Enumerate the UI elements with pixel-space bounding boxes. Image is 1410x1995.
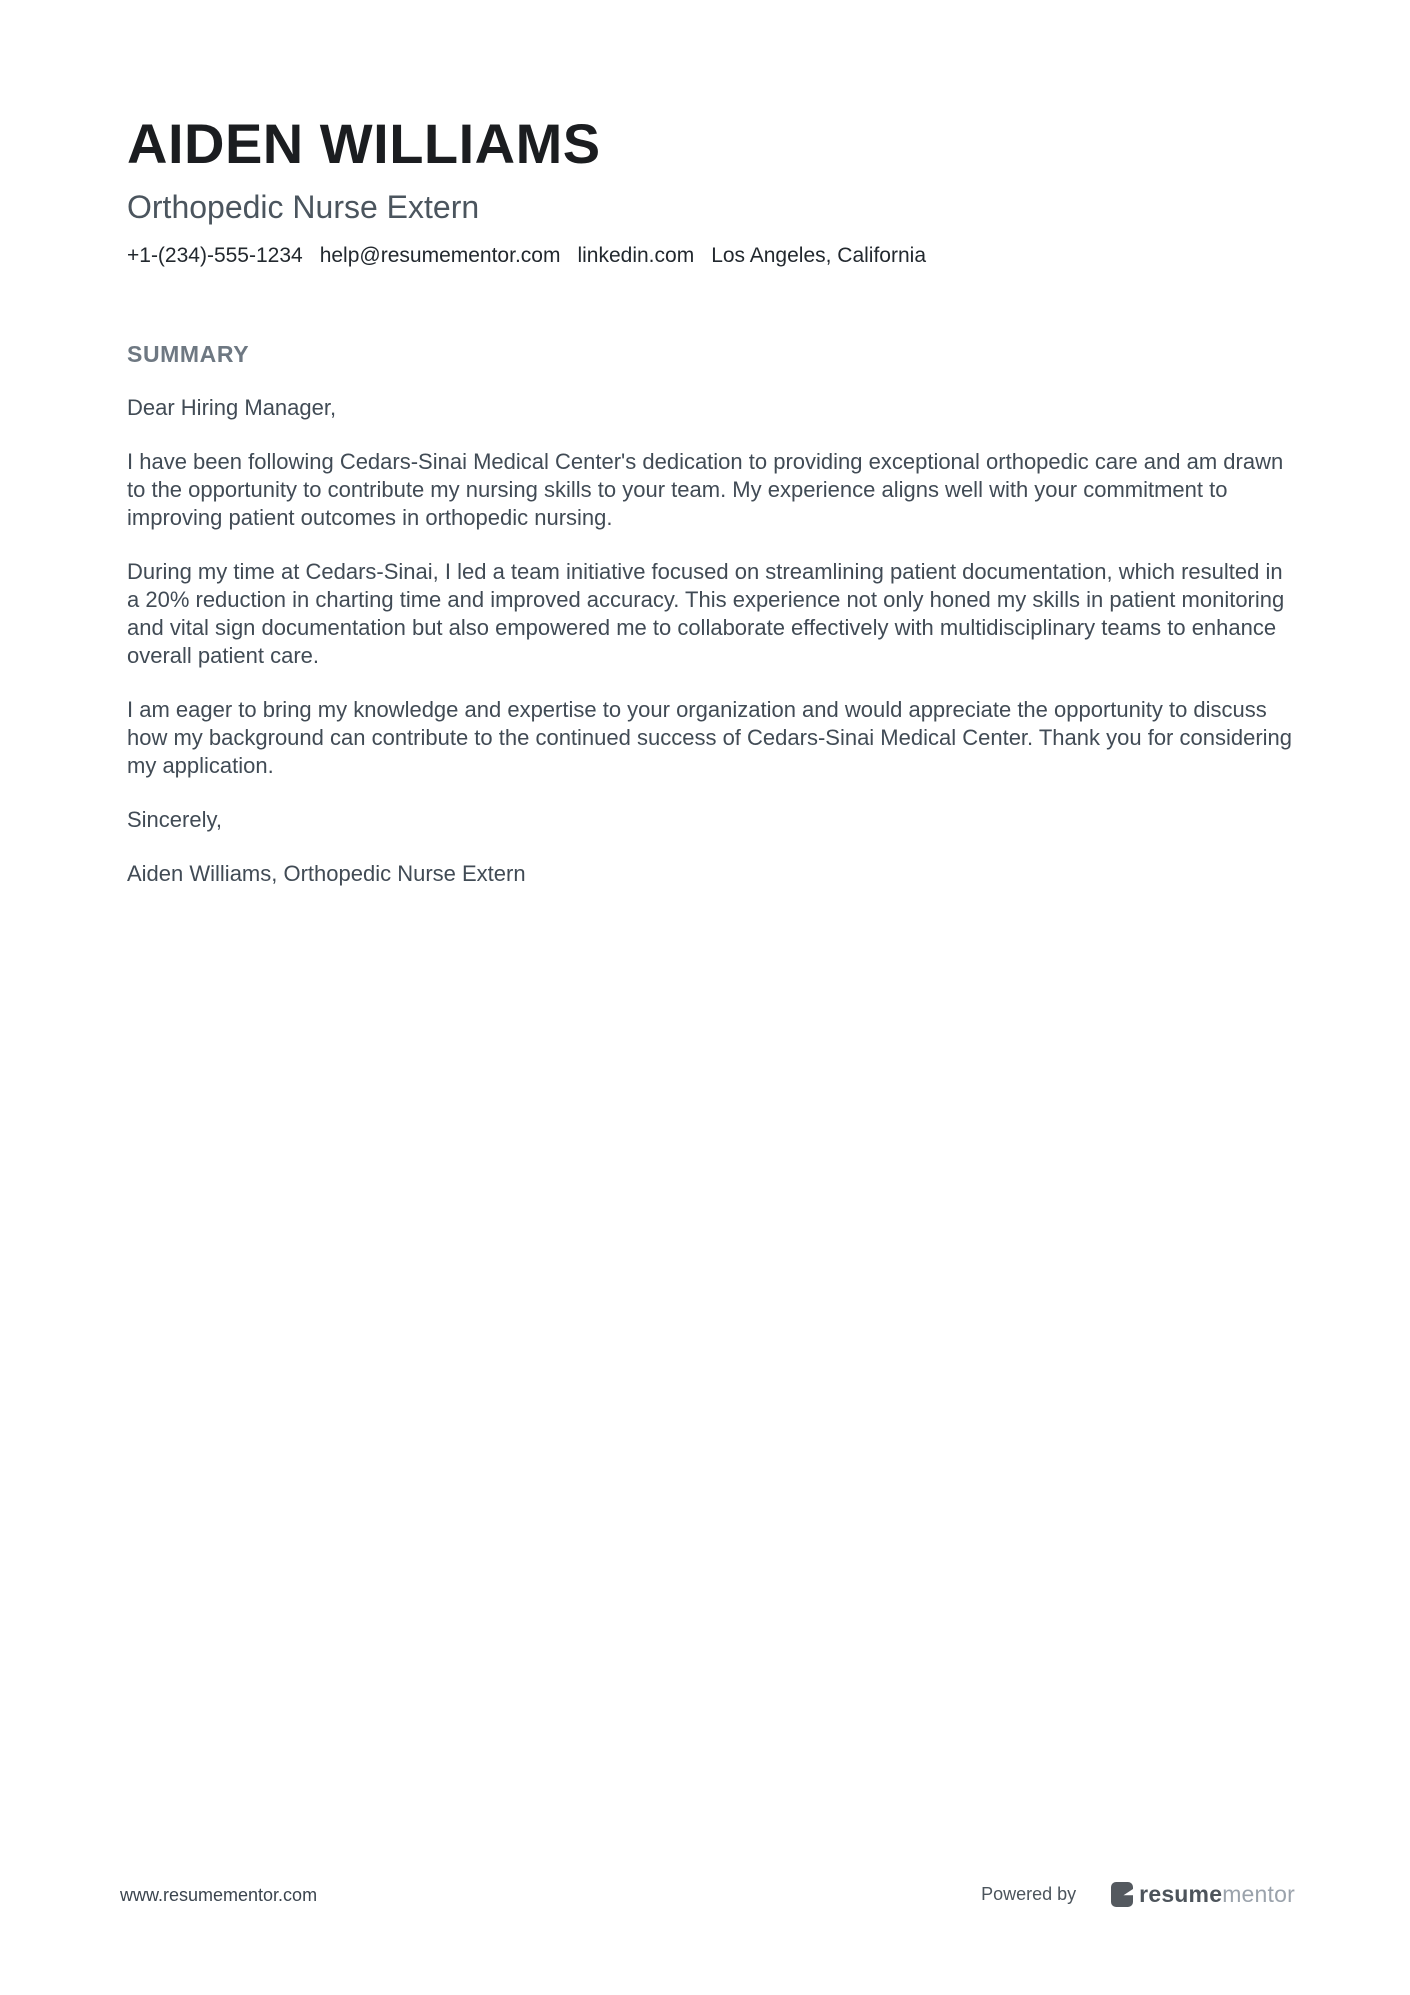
footer-brand xyxy=(981,1881,1295,1907)
letter-header xyxy=(127,114,1292,270)
closing: Sincerely, xyxy=(127,807,222,832)
footer-website-link[interactable]: www.resumementor.com xyxy=(120,1885,318,1905)
logo-text-resume: resume xyxy=(1139,1881,1223,1907)
candidate-job-title: Orthopedic Nurse Extern xyxy=(127,189,480,225)
contact-phone: +1-(234)-555-1234 xyxy=(127,244,303,267)
letter-body xyxy=(127,394,1295,888)
logo-text-mentor: mentor xyxy=(1222,1881,1295,1907)
resumementor-logo-text xyxy=(1139,1881,1295,1907)
candidate-name: AIDEN WILLIAMS xyxy=(127,112,601,175)
resumementor-logo-icon xyxy=(1110,1881,1134,1907)
summary-section-heading: SUMMARY xyxy=(127,341,250,367)
signature-line: Aiden Williams, Orthopedic Nurse Extern xyxy=(127,861,526,886)
salutation: Dear Hiring Manager, xyxy=(127,395,337,420)
resumementor-logo[interactable] xyxy=(1110,1881,1295,1907)
contact-email-link[interactable]: help@resumementor.com xyxy=(319,244,561,267)
contact-location: Los Angeles, California xyxy=(711,244,927,267)
powered-by-label: Powered by xyxy=(981,1884,1077,1904)
letter-paragraph: I am eager to bring my knowledge and expertise to your organization and would appreciate the opportunity to discuss how my background can contribute to the continued success of Cedars-Sinai Medical Center. Thank you for considering my application. xyxy=(127,697,1293,778)
contact-row xyxy=(127,242,1292,270)
contact-linkedin-link[interactable]: linkedin.com xyxy=(577,244,695,267)
letter-paragraph: During my time at Cedars-Sinai, I led a team initiative focused on streamlining patient documentation, which resulted in a 20% reduction in charting time and improved accuracy. This experience not only honed my skills in patient monitoring and vital sign documentation but also empowered me to collaborate effectively with multidisciplinary teams to enhance overall patient care. xyxy=(127,559,1285,668)
page-footer xyxy=(0,1881,1410,1911)
letter-paragraph: I have been following Cedars-Sinai Medical Center's dedication to providing exceptional orthopedic care and am drawn to the opportunity to contribute my nursing skills to your team. My experience aligns well with your commitment to improving patient outcomes in orthopedic nursing. xyxy=(127,449,1284,530)
